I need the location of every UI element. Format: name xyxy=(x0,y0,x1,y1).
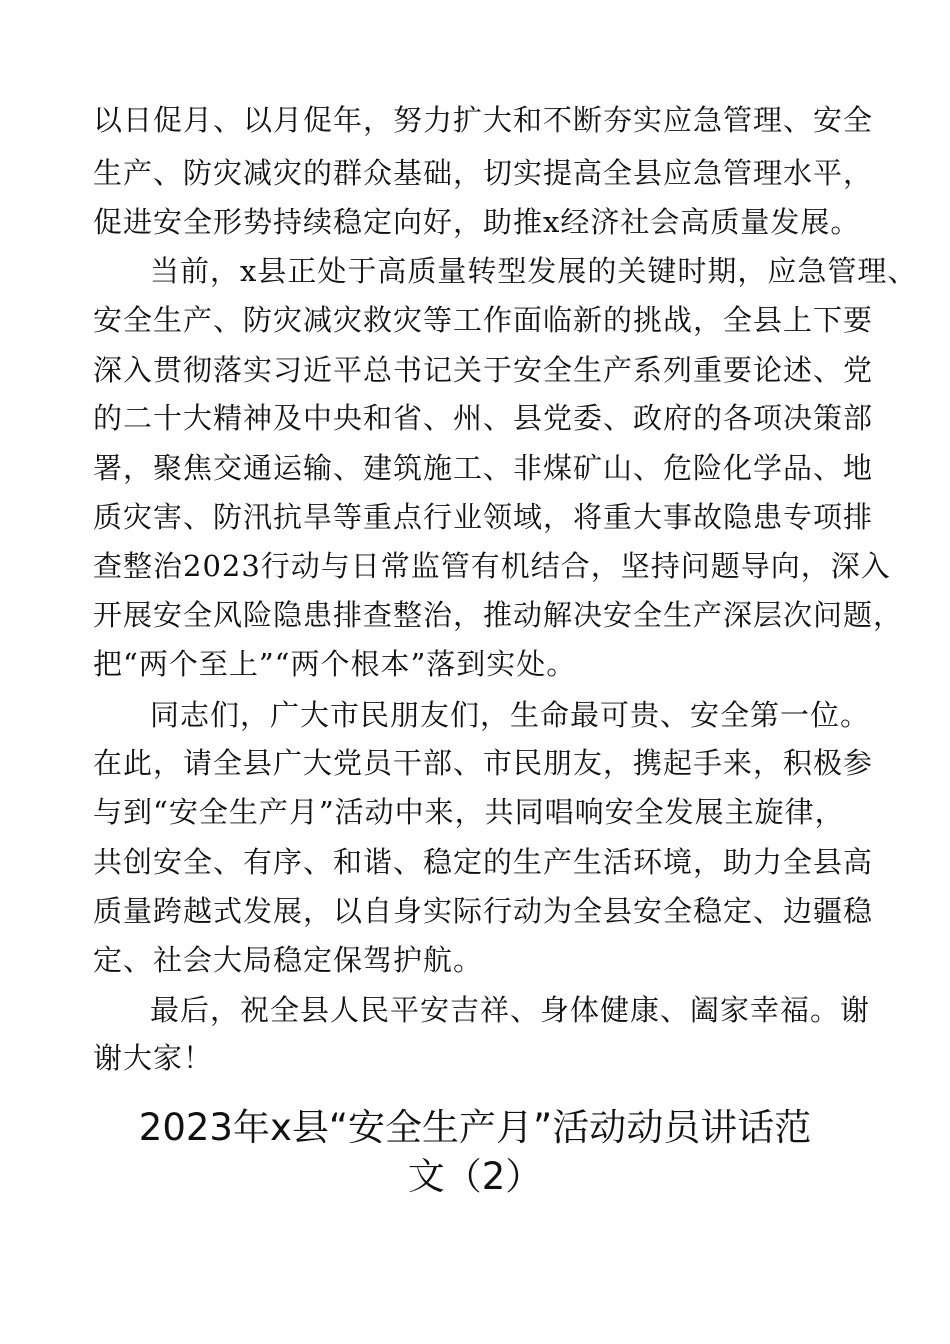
paragraph-line: 的二十大精神及中央和省、州、县党委、政府的各项决策部 xyxy=(93,401,874,435)
paragraph-line: 深入贯彻落实习近平总书记关于安全生产系列重要论述、党 xyxy=(93,353,874,387)
paragraph-line: 最后，祝全县人民平安吉祥、身体健康、阖家幸福。谢 xyxy=(150,993,871,1027)
paragraph-line: 把“两个至上”“两个根本”落到实处。 xyxy=(93,647,577,681)
paragraph-line: 在此，请全县广大党员干部、市民朋友，携起手来，积极参 xyxy=(93,746,874,780)
paragraph-line: 与到“安全生产月”活动中来，共同唱响安全发展主旋律， xyxy=(93,795,845,829)
paragraph-line: 当前，x县正处于高质量转型发展的关键时期，应急管理、 xyxy=(150,254,918,288)
paragraph-line: 安全生产、防灾减灾救灾等工作面临新的挑战，全县上下要 xyxy=(93,303,874,337)
paragraph-line: 共创安全、有序、和谐、稳定的生产生活环境，助力全县高 xyxy=(93,845,874,879)
paragraph-line: 质量跨越式发展，以自身实际行动为全县安全稳定、边疆稳 xyxy=(93,894,874,928)
paragraph-line: 署，聚焦交通运输、建筑施工、非煤矿山、危险化学品、地 xyxy=(93,451,874,485)
paragraph-line: 同志们，广大市民朋友们，生命最可贵、安全第一位。 xyxy=(150,698,871,732)
paragraph-line: 查整治2023行动与日常监管有机结合，坚持问题导向，深入 xyxy=(93,549,891,583)
document-title-line-1: 2023年x县“安全生产月”活动动员讲话范 xyxy=(138,1106,812,1149)
paragraph-line: 生产、防灾减灾的群众基础，切实提高全县应急管理水平， xyxy=(93,156,874,190)
paragraph-line: 质灾害、防汛抗旱等重点行业领域，将重大事故隐患专项排 xyxy=(93,500,874,534)
paragraph-line: 开展安全风险隐患排查整治，推动解决安全生产深层次问题， xyxy=(93,598,904,632)
paragraph-line: 定、社会大局稳定保驾护航。 xyxy=(93,943,484,977)
paragraph-line: 促进安全形势持续稳定向好，助推x经济社会高质量发展。 xyxy=(93,205,861,239)
paragraph-line: 以日促月、以月促年，努力扩大和不断夯实应急管理、安全 xyxy=(93,103,874,137)
paragraph-line: 谢大家！ xyxy=(93,1041,214,1075)
document-title-line-2: 文（2） xyxy=(407,1155,543,1198)
